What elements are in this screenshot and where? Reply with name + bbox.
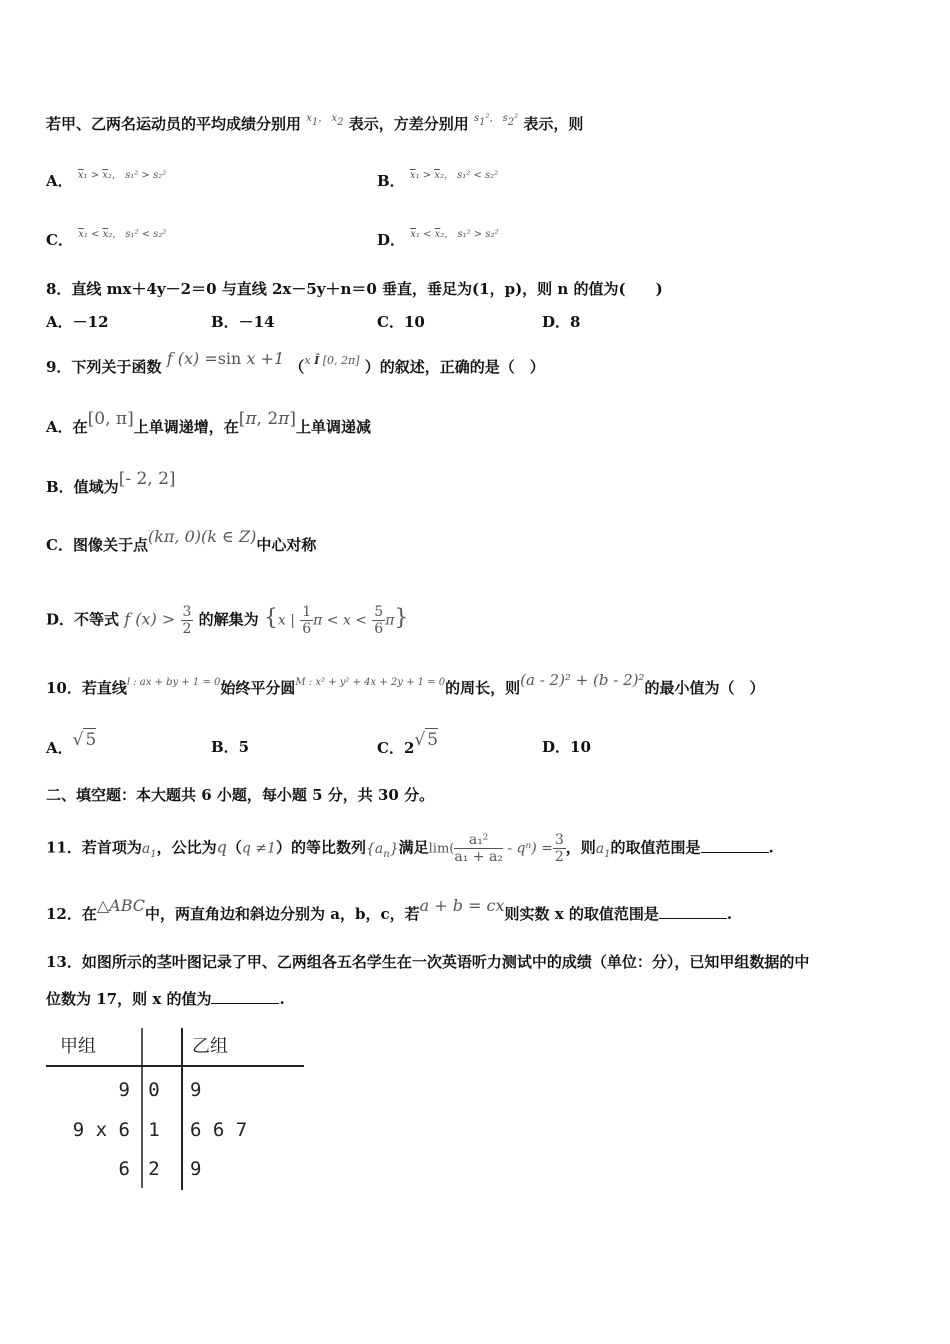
header-right: 乙组 xyxy=(192,1036,228,1057)
fraction-5-6: $\frac{5}{6}$ xyxy=(374,604,384,637)
answer-blank[interactable] xyxy=(701,838,769,853)
option-text: B．值域为 xyxy=(46,478,119,496)
q12-text: 则实数 x 的取值范围是 xyxy=(504,905,659,923)
q10-option-c[interactable] xyxy=(377,730,439,759)
row-right: 9 xyxy=(190,1158,202,1180)
fraction-3-2: $\frac{3}{2}$ xyxy=(554,832,564,865)
option-label: D． xyxy=(377,231,406,249)
q11-text: 满足 xyxy=(398,838,429,857)
row-stem: 2 xyxy=(148,1158,160,1180)
q8-option-c[interactable]: C．10 xyxy=(377,313,425,331)
math-expr: x₁ > x₂， s₁² > s₂² xyxy=(77,170,167,181)
math-expression: (a - 2)² + (b - 2)² xyxy=(520,671,645,689)
row-stem: 0 xyxy=(148,1079,160,1101)
section-title: 二、填空题：本大题共 6 小题，每小题 5 分，共 30 分。 xyxy=(46,786,435,804)
math-line: l : ax + by + 1 = 0 xyxy=(126,677,221,688)
math-interval2: [π, 2π] xyxy=(238,409,296,429)
math-domain: x Î [0, 2π] xyxy=(304,354,360,367)
math-expr: x₁ > x₂， s₁² < s₂² xyxy=(409,170,499,181)
math-lim: lim( xyxy=(428,841,455,857)
stem-leaf-plot xyxy=(46,1028,308,1194)
math-f-def: f (x) =sin x +1 xyxy=(166,349,285,368)
q9-paren: （ xyxy=(289,358,305,376)
q12-text: 中，两直角边和斜边分别为 a，b，c，若 xyxy=(145,905,420,923)
q7-text-mid1: 表示，方差分别用 xyxy=(348,115,469,133)
option-label: C．2 xyxy=(377,739,415,757)
q7-text-mid2: 表示，则 xyxy=(523,115,584,133)
answer-blank[interactable] xyxy=(659,904,727,919)
option-text: A．在 xyxy=(46,418,88,436)
row-right: 6 6 7 xyxy=(190,1119,248,1141)
q7-option-b[interactable] xyxy=(377,170,498,195)
q10-text: 始终平分圆 xyxy=(220,679,296,697)
math-expr: x₁ < x₂， s₁² < s₂² xyxy=(78,229,167,240)
q11-text: ，则 xyxy=(565,838,596,857)
option-text: D．不等式 xyxy=(46,610,120,629)
math-set-body: π < x < xyxy=(313,612,368,629)
math-point: (kπ, 0)(k ∈ Z) xyxy=(147,527,257,546)
option-label: A． xyxy=(46,172,73,190)
q9-option-d[interactable] xyxy=(46,604,408,637)
q9-text-post: ）的叙述，正确的是（ ） xyxy=(364,358,545,376)
q13-line1: 13．如图所示的茎叶图记录了甲、乙两组各五名学生在一次英语听力测试中的成绩（单位：分），已知甲组数据的中 xyxy=(46,953,810,971)
q7-option-c[interactable] xyxy=(46,229,166,254)
math-sqrt5: √ 5 xyxy=(72,730,97,750)
q7-option-a[interactable] xyxy=(46,170,166,195)
math-an: $\{a_n\}$ xyxy=(365,840,399,860)
fraction-1-6: $\frac{1}{6}$ xyxy=(302,604,312,637)
row-stem: 1 xyxy=(148,1119,160,1141)
q9-text-pre: 9．下列关于函数 xyxy=(46,358,162,376)
row-left: 9 xyxy=(118,1079,130,1101)
q7-stem xyxy=(46,113,583,138)
q10-text: 10．若直线 xyxy=(46,679,127,697)
math-expr: x₁ < x₂， s₁² > s₂² xyxy=(410,229,499,240)
row-left: 6 xyxy=(118,1158,130,1180)
row-right: 9 xyxy=(190,1079,202,1101)
q12-text: 12．在 xyxy=(46,905,97,923)
fraction-3-2: $\frac{3}{2}$ xyxy=(182,604,192,637)
q8-option-b[interactable]: B．－14 xyxy=(211,313,275,331)
row-left: 9 x 6 xyxy=(72,1119,130,1141)
math-set-body: x | xyxy=(277,612,295,629)
q11-paren: ） xyxy=(275,838,291,857)
option-text: 中心对称 xyxy=(256,536,317,554)
math-a1: $a_1$ xyxy=(141,840,157,860)
q8-option-a[interactable]: A．－12 xyxy=(46,313,109,331)
math-x1-x2: x1， x2 xyxy=(306,113,344,128)
q8-option-d[interactable]: D．8 xyxy=(542,313,581,331)
q11-paren: （ xyxy=(226,838,242,857)
option-label: B． xyxy=(377,172,405,190)
q11-text: 11．若首项为 xyxy=(46,838,142,857)
q10-text: 的周长，则 xyxy=(445,679,521,697)
q13-line2: 位数为 17，则 x 的值为 . xyxy=(46,990,285,1008)
math-triangle: △ABC xyxy=(96,896,146,915)
q11-stem: 11．若首项为$a_1$，公比为q（q ≠1）的等比数列$\{a_n\}$满足lim( $\frac{\text{a₁²}}{\text{a₁ + a₂}}$ - qⁿ) = $\frac{3}{2}$ ，则$a_1$的取值范围是 . xyxy=(46,832,774,865)
q7-text-pre: 若甲、乙两名运动员的平均成绩分别用 xyxy=(46,115,302,133)
math-range: [- 2, 2] xyxy=(118,469,176,489)
math-circle: M : x² + y² + 4x + 2y + 1 = 0 xyxy=(295,677,446,688)
math-interval1: [0, π] xyxy=(87,409,134,429)
math-q-ne-1: q ≠1 xyxy=(241,840,276,857)
header-left: 甲组 xyxy=(60,1036,96,1057)
fraction-limit: $\frac{\text{a₁²}}{\text{a₁ + a₂}}$ xyxy=(454,832,503,865)
q11-text: 的取值范围是 xyxy=(610,838,701,857)
option-label: C． xyxy=(46,231,73,249)
math-set-close: } xyxy=(394,605,409,631)
math-set: { xyxy=(263,605,278,631)
q9-option-a[interactable] xyxy=(46,409,372,438)
q9-stem xyxy=(46,349,545,380)
math-inequality: f (x) > xyxy=(124,609,176,629)
q10-option-d[interactable]: D．10 xyxy=(542,738,591,756)
q13-text: 位数为 17，则 x 的值为 xyxy=(46,990,212,1008)
q10-option-a[interactable] xyxy=(46,730,97,759)
math-limit-tail: - qⁿ) = xyxy=(502,840,553,857)
math-set-body: π xyxy=(385,612,395,629)
q12-stem: 12．在△ABC中，两直角边和斜边分别为 a，b，c，若a + b = cx则实数 x 的取值范围是 . xyxy=(46,896,733,923)
q9-option-c[interactable] xyxy=(46,527,317,556)
option-text: 上单调递减 xyxy=(296,418,372,436)
option-text: 上单调递增，在 xyxy=(133,418,239,436)
q10-text: 的最小值为（ ） xyxy=(644,679,765,697)
q10-option-b[interactable]: B．5 xyxy=(211,738,250,756)
q11-text: 的等比数列 xyxy=(290,838,366,857)
answer-blank[interactable] xyxy=(211,989,279,1004)
math-sqrt5: √ 5 xyxy=(414,730,439,750)
q11-text: ，公比为 xyxy=(156,838,217,857)
option-text: C．图像关于点 xyxy=(46,536,148,554)
math-q: q xyxy=(216,837,227,857)
math-a1: $a_1$ xyxy=(595,840,611,860)
option-label: A． xyxy=(46,739,73,757)
q9-option-b[interactable] xyxy=(46,469,176,498)
q7-option-d[interactable] xyxy=(377,229,499,254)
q10-stem xyxy=(46,671,765,702)
q8-stem: 8．直线 mx＋4y－2＝0 与直线 2x－5y＋n＝0 垂直，垂足为(1，p)，则 n 的值为( ) xyxy=(46,280,663,298)
math-equation: a + b = cx xyxy=(419,896,505,915)
option-text: 的解集为 xyxy=(198,610,259,629)
math-s1-s2: s1²， s2² xyxy=(473,113,519,128)
